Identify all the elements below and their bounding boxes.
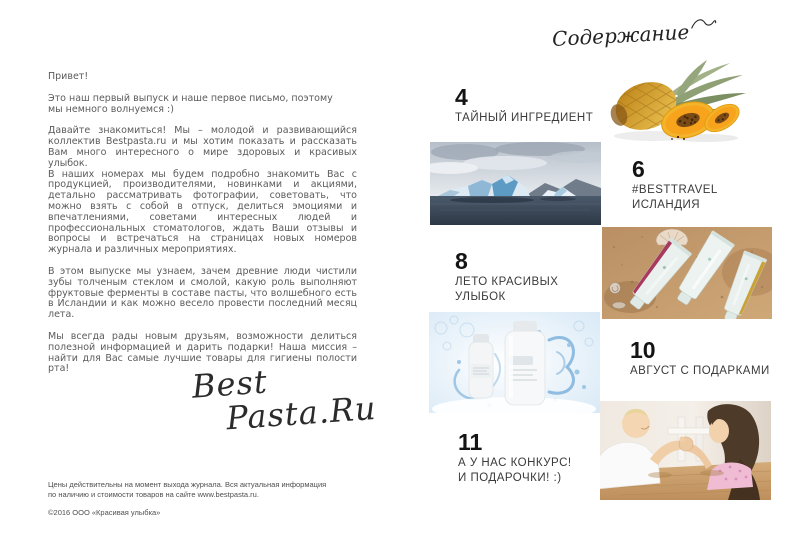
legal-fine-print [48,480,378,518]
spray-bottle-small [469,334,493,398]
toc-label-line: И ПОДАРОЧКИ! :) [458,472,562,484]
toc-page-number: 11 [458,429,483,455]
toc-page-number: 8 [455,248,468,274]
signature-line: Best [190,362,269,406]
toc-entry-4 [455,85,593,126]
intro-paragraph [48,94,357,116]
toc-page-number: 10 [630,337,656,363]
toc-label-line: #BESTTRAVEL [632,184,718,196]
elbow-shadow [648,472,672,478]
kids-arm-wrestling-photo [600,401,771,500]
toc-entry-label: АВГУСТ С ПОДАРКАМИ [630,365,770,377]
toc-label-line: ИСЛАНДИЯ [632,199,701,211]
legal-line: по наличию и стоимости товаров на сайте www.bestpasta.ru. [48,489,259,499]
toc-entry-10 [630,338,770,379]
toc-entry-label: ТАЙНЫЙ ИНГРЕДИЕНТ [455,112,594,124]
toc-page-number: 6 [632,156,645,182]
contents-title-text: Содержание [551,19,690,51]
editor-letter [48,72,357,386]
toc-entry-8 [455,249,558,305]
intro-line: Это наш первый выпуск и наше первое письмо, поэтому [48,92,333,104]
toc-entry-label [632,183,718,213]
pineapple-papaya-image [606,58,748,144]
signature-line: Pasta.Ru [224,389,378,438]
elbow-shadow [700,470,724,476]
toc-label-line: А У НАС КОНКУРС! [458,457,572,469]
letter-paragraph: Давайте знакомиться! Мы – молодой и развивающийся коллектив Bestpasta.ru и мы хотим показать и рассказать Вам много интересного о мире здоровых и красивых улыбок. [48,125,357,169]
clasped-hands [679,436,693,451]
letter-paragraph: В этом выпуске мы узнаем, зачем древние люди чистили зубы толченым стеклом и смолой, какую роль выполняют фруктовые ферменты в составе пасты, что волшебного есть в Исландии и как можно весело провести последний месяц лета. [48,265,357,321]
letter-paragraph: Мы всегда рады новым друзьям, возможности делиться полезной информацией и дарить подарки! Наша миссия – найти для Вас самые лучшие товары для гигиены полости рта! [48,330,357,375]
copyright-line: ©2016 ООО «Красивая улыбка» [48,508,161,517]
toc-entry-label [458,456,572,486]
spray-bottles-photo [429,312,600,413]
toc-entry-label [455,275,558,305]
contents-title [551,16,717,51]
toc-label-line: ЛЕТО КРАСИВЫХ [455,276,559,288]
letter-paragraph: В наших номерах мы будем подробно знакомить Вас с продукцией, производителями, новинками и акциями, детально рассматривать фотографии, советовать, что можно взять с собой в отпуск, делиться эмоциями и впечатлениями, советами интересных людей и профессиональных стоматологов, ждать Ваши отзывы и вопросы и встречаться на страницах новых номеров журнала и различных мероприятиях. [48,168,357,256]
handwritten-signature [183,358,378,438]
legal-line: Цены действительны на момент выхода журнала. Вся актуальная информация [48,480,327,489]
spray-bottle-large [505,321,545,405]
toc-label-line: УЛЫБОК [455,291,506,303]
toc-entry-11 [458,430,572,486]
flourish-icon [690,16,717,31]
greeting: Привет! [48,71,89,82]
toc-entry-6 [632,157,718,213]
intro-line: мы немного волнуемся :) [48,103,174,115]
toc-page-number: 4 [455,84,468,110]
toothpaste-tubes-photo [602,227,772,319]
iceland-iceberg-photo [430,142,601,225]
